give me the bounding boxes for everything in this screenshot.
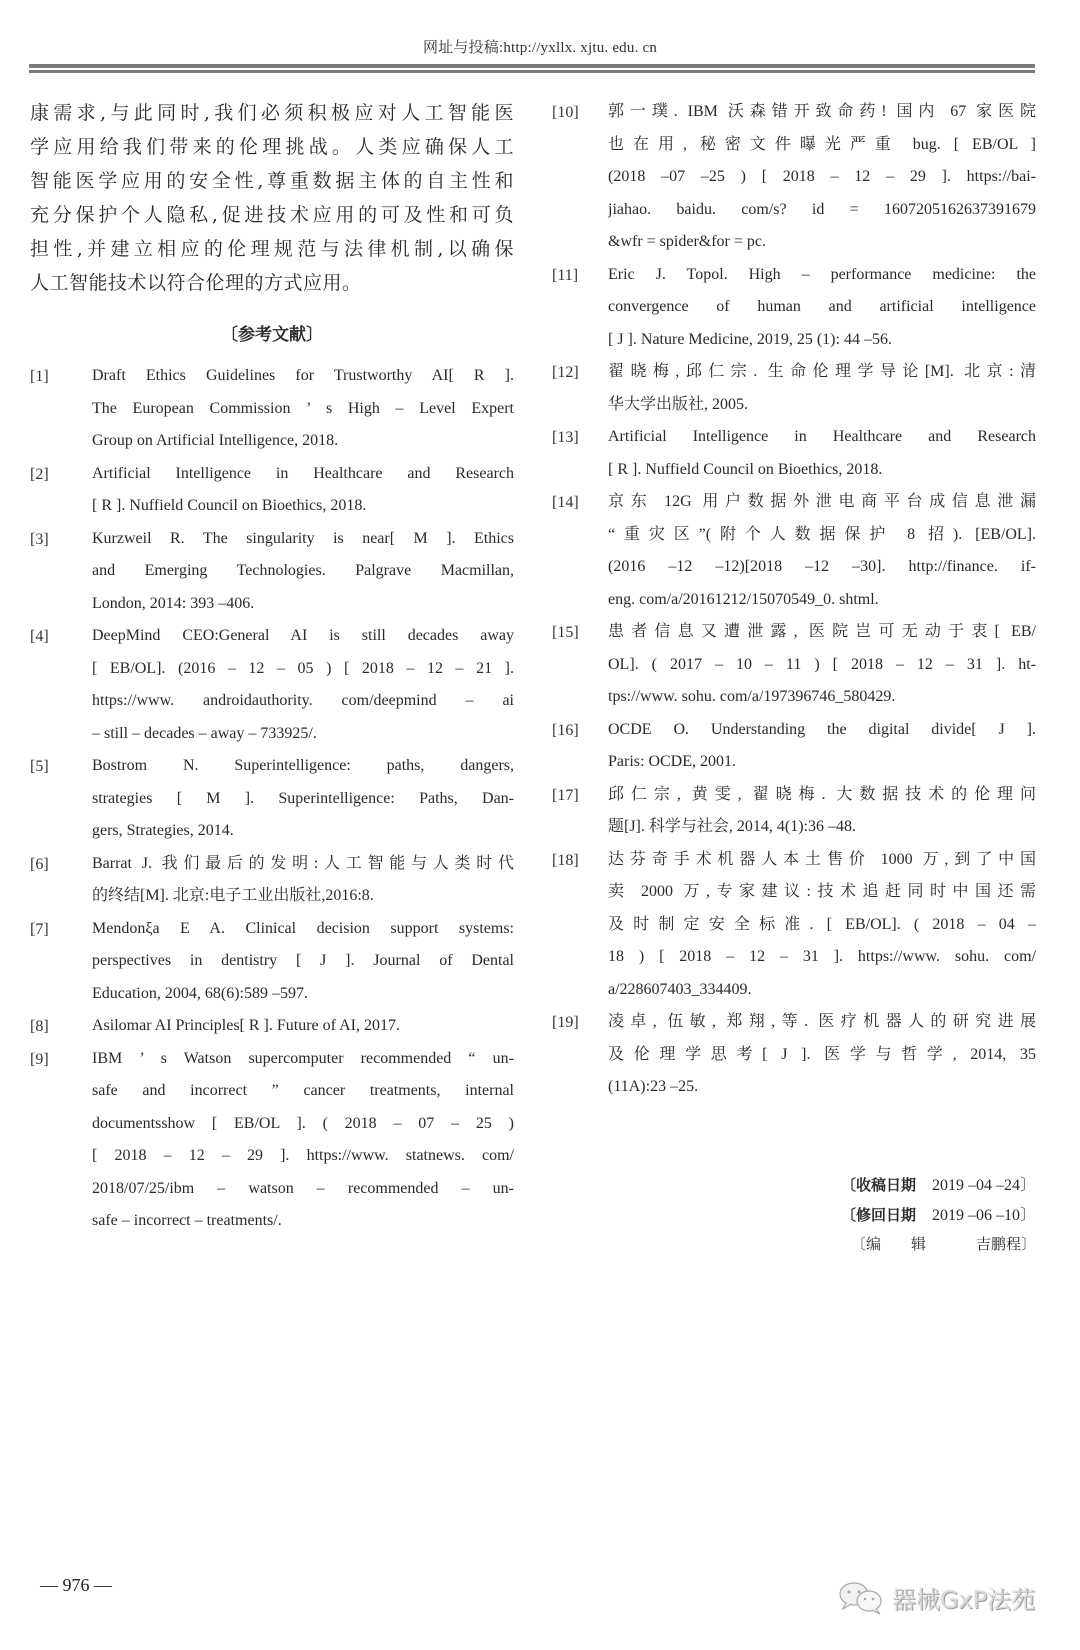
reference-item: [30, 523, 514, 621]
reference-line: 华大学出版社, 2005.: [608, 395, 749, 413]
reference-line: 也在用, 秘密文件曝光严重 bug. [ EB/OL ]: [608, 135, 1036, 153]
reference-item: [552, 421, 1036, 486]
received-date: 2019 –04 –24〕: [931, 1177, 1036, 1194]
reference-line: Artificial Intelligence in Healthcare and Research: [92, 464, 514, 482]
left-column: [30, 96, 514, 1238]
reference-line: jiahao. baidu. com/s? id = 1607205162637391679: [608, 200, 1036, 218]
reference-item: [30, 360, 514, 458]
reference-line: Eric J. Topol. High – performance medicine: the: [608, 265, 1036, 283]
reference-line: 郭一璞. IBM 沃森错开致命药! 国内 67 家医院: [608, 103, 1036, 120]
reference-text: [608, 259, 1036, 357]
reference-line: safe – incorrect – treatments/.: [92, 1212, 282, 1229]
revised-date: 2019 –06 –10〕: [931, 1207, 1036, 1224]
reference-line: 达芬奇手术机器人本土售价 1000 万,到了中国: [608, 850, 1036, 868]
paragraph-line: 智能医学应用的安全性,尊重数据主体的自主性和: [30, 170, 514, 192]
reference-line: a/228607403_334409.: [608, 980, 752, 998]
reference-line: 卖 2000 万,专家建议:技术追赶同时中国还需: [608, 883, 1036, 900]
reference-item: [30, 1043, 514, 1238]
reference-item: [552, 714, 1036, 779]
reference-number: [10]: [552, 104, 579, 121]
paragraph-line: 人工智能技术以符合伦理的方式应用。: [30, 272, 362, 294]
reference-line: (2016 –12 –12)[2018 –12 –30]. http://finance. if-: [608, 558, 1036, 575]
reference-text: [92, 458, 514, 523]
reference-line: Bostrom N. Superintelligence: paths, dangers,: [92, 757, 514, 774]
reference-line: documentsshow [ EB/OL ]. ( 2018 – 07 – 25 ): [92, 1114, 514, 1132]
reference-line: 及伦理学思考[ J ]. 医学与哲学, 2014, 35: [608, 1045, 1036, 1063]
reference-text: [608, 714, 1036, 779]
reference-line: convergence of human and artificial intelligence: [608, 298, 1036, 315]
reference-line: 及时制定安全标准. [ EB/OL]. ( 2018 – 04 –: [608, 915, 1036, 933]
watermark: [838, 1580, 1035, 1615]
reference-number: [12]: [552, 364, 579, 381]
reference-number: [14]: [552, 494, 579, 511]
reference-text: [608, 779, 1036, 844]
reference-line: (11A):23 –25.: [608, 1078, 699, 1095]
reference-number: [9]: [30, 1050, 49, 1068]
received-label: 〔收稿日期: [840, 1176, 916, 1194]
reference-item: [30, 620, 514, 750]
reference-line: Draft Ethics Guidelines for Trustworthy AI[ R ].: [92, 367, 514, 384]
reference-line: 的终结[M]. 北京:电子工业出版社,2016:8.: [92, 887, 374, 904]
reference-line: Kurzweil R. The singularity is near[ M ]. Ethics: [92, 529, 514, 547]
reference-line: https://www. androidauthority. com/deepmind – ai: [92, 692, 514, 709]
reference-line: 凌卓, 伍敏, 郑翔,等. 医疗机器人的研究进展: [608, 1013, 1036, 1030]
reference-line: (2018 –07 –25 ) [ 2018 – 12 – 29 ]. https://bai-: [608, 168, 1036, 185]
reference-item: [552, 259, 1036, 357]
editor-label: 〔编 辑: [850, 1237, 926, 1253]
paragraph-line: 学应用给我们带来的伦理挑战。人类应确保人工: [30, 136, 514, 158]
reference-line: Group on Artificial Intelligence, 2018.: [92, 432, 339, 449]
revised-date-line: [756, 1200, 1036, 1230]
reference-line: 患者信息又遭泄露, 医院岂可无动于衷[ EB/: [608, 623, 1036, 640]
reference-line: [ J ]. Nature Medicine, 2019, 25 (1): 44 –56.: [608, 330, 892, 348]
reference-text: [92, 750, 514, 848]
reference-line: 京东 12G 用户数据外泄电商平台成信息泄漏: [608, 493, 1036, 510]
reference-text: [92, 620, 514, 750]
reference-text: [608, 356, 1036, 421]
reference-item: [30, 750, 514, 848]
reference-text: [92, 1043, 514, 1238]
reference-line: OCDE O. Understanding the digital divide[ J ].: [608, 720, 1036, 738]
reference-line: 翟晓梅,邱仁宗. 生命伦理学导论[M]. 北京:清: [608, 363, 1036, 380]
reference-text: [92, 1010, 514, 1043]
reference-line: perspectives in dentistry [ J ]. Journal of Dental: [92, 952, 514, 969]
reference-text: [92, 360, 514, 458]
reference-line: tps://www. sohu. com/a/197396746_580429.: [608, 688, 896, 705]
reference-line: [ R ]. Nuffield Council on Bioethics, 2018.: [92, 497, 367, 514]
reference-item: [552, 616, 1036, 714]
reference-line: safe and incorrect ” cancer treatments, internal: [92, 1082, 514, 1099]
reference-line: Artificial Intelligence in Healthcare and Research: [608, 428, 1036, 445]
reference-text: [92, 913, 514, 1011]
reference-number: [15]: [552, 624, 579, 641]
reference-text: [608, 486, 1036, 616]
reference-number: [5]: [30, 758, 49, 775]
reference-item: [552, 1006, 1036, 1104]
reference-text: [608, 844, 1036, 1007]
header-rule-top: [29, 64, 1035, 68]
reference-text: [608, 421, 1036, 486]
reference-item: [552, 96, 1036, 259]
reference-line: Paris: OCDE, 2001.: [608, 753, 736, 770]
reference-number: [6]: [30, 855, 49, 873]
reference-item: [30, 458, 514, 523]
reference-item: [30, 1010, 514, 1043]
reference-text: [92, 848, 514, 913]
reference-line: The European Commission ’ s High – Level Expert: [92, 399, 514, 417]
reference-number: [2]: [30, 465, 49, 483]
editor-name: 吉鹏程〕: [975, 1237, 1036, 1253]
running-head: 网址与投稿:http://yxllx. xjtu. edu. cn: [422, 40, 658, 56]
reference-line: [ 2018 – 12 – 29 ]. https://www. statnews. com/: [92, 1147, 514, 1164]
reference-line: London, 2014: 393 –406.: [92, 594, 255, 612]
paragraph-line: 康需求,与此同时,我们必须积极应对人工智能医: [30, 102, 514, 124]
references-heading: 〔参考文献〕: [221, 325, 323, 345]
reference-line: Barrat J. 我们最后的发明:人工智能与人类时代: [92, 854, 514, 872]
reference-line: eng. com/a/20161212/15070549_0. shtml.: [608, 590, 879, 608]
reference-line: &wfr = spider&for = pc.: [608, 233, 767, 250]
reference-number: [1]: [30, 368, 49, 385]
reference-list-right: [552, 96, 1036, 1104]
reference-number: [17]: [552, 786, 579, 804]
reference-item: [30, 848, 514, 913]
reference-line: 邱仁宗, 黄雯, 翟晓梅. 大数据技术的伦理问: [608, 785, 1036, 803]
received-date-line: [756, 1170, 1036, 1200]
paragraph-line: 充分保护个人隐私,促进技术应用的可及性和可负: [30, 204, 514, 226]
reference-line: – still – decades – away – 733925/.: [92, 724, 317, 742]
reference-text: [92, 523, 514, 621]
reference-line: Mendonξa E A. Clinical decision support systems:: [92, 919, 514, 937]
editor-line: [756, 1230, 1036, 1260]
right-column: [552, 96, 1036, 1104]
revised-label: 〔修回日期: [840, 1206, 916, 1224]
reference-number: [13]: [552, 429, 579, 446]
reference-line: [ R ]. Nuffield Council on Bioethics, 2018.: [608, 460, 883, 478]
reference-number: [18]: [552, 851, 579, 869]
page-number: — 976 —: [40, 1575, 112, 1595]
reference-line: IBM ’ s Watson supercomputer recommended “ un-: [92, 1049, 514, 1067]
reference-number: [4]: [30, 628, 49, 645]
reference-text: [608, 1006, 1036, 1104]
reference-number: [11]: [552, 266, 579, 284]
reference-line: OL]. ( 2017 – 10 – 11 ) [ 2018 – 12 – 31 ]. ht-: [608, 655, 1036, 673]
reference-item: [30, 913, 514, 1011]
reference-text: [608, 616, 1036, 714]
reference-line: 18 ) [ 2018 – 12 – 31 ]. https://www. sohu. com/: [608, 948, 1036, 965]
reference-number: [7]: [30, 920, 49, 938]
reference-number: [19]: [552, 1014, 579, 1031]
reference-line: 题[J]. 科学与社会, 2014, 4(1):36 –48.: [608, 818, 856, 835]
reference-line: Asilomar AI Principles[ R ]. Future of AI, 2017.: [92, 1017, 400, 1034]
reference-line: Education, 2004, 68(6):589 –597.: [92, 984, 308, 1002]
wechat-icon: [838, 1581, 884, 1615]
header-rule-bottom: [29, 70, 1035, 73]
article-notes: [756, 1170, 1036, 1260]
paragraph-line: 担性,并建立相应的伦理规范与法律机制,以确保: [30, 238, 514, 260]
reference-list-left: [30, 360, 514, 1238]
body-paragraph: [30, 96, 514, 300]
reference-line: “重灾区”(附个人数据保护 8 招). [EB/OL].: [608, 525, 1036, 543]
reference-line: 2018/07/25/ibm – watson – recommended – un-: [92, 1179, 514, 1197]
reference-item: [552, 844, 1036, 1007]
reference-item: [552, 486, 1036, 616]
reference-item: [552, 356, 1036, 421]
reference-line: DeepMind CEO:General AI is still decades away: [92, 627, 514, 644]
reference-line: and Emerging Technologies. Palgrave Macmillan,: [92, 562, 514, 579]
reference-number: [16]: [552, 721, 579, 739]
reference-number: [3]: [30, 530, 49, 548]
reference-item: [552, 779, 1036, 844]
reference-number: [8]: [30, 1018, 49, 1035]
watermark-text: 器械GxP法苑: [892, 1586, 1036, 1614]
reference-text: [608, 96, 1036, 259]
reference-line: [ EB/OL]. (2016 – 12 – 05 ) [ 2018 – 12 – 21 ].: [92, 659, 514, 677]
reference-line: strategies [ M ]. Superintelligence: Paths, Dan-: [92, 789, 514, 807]
reference-line: gers, Strategies, 2014.: [92, 822, 234, 839]
